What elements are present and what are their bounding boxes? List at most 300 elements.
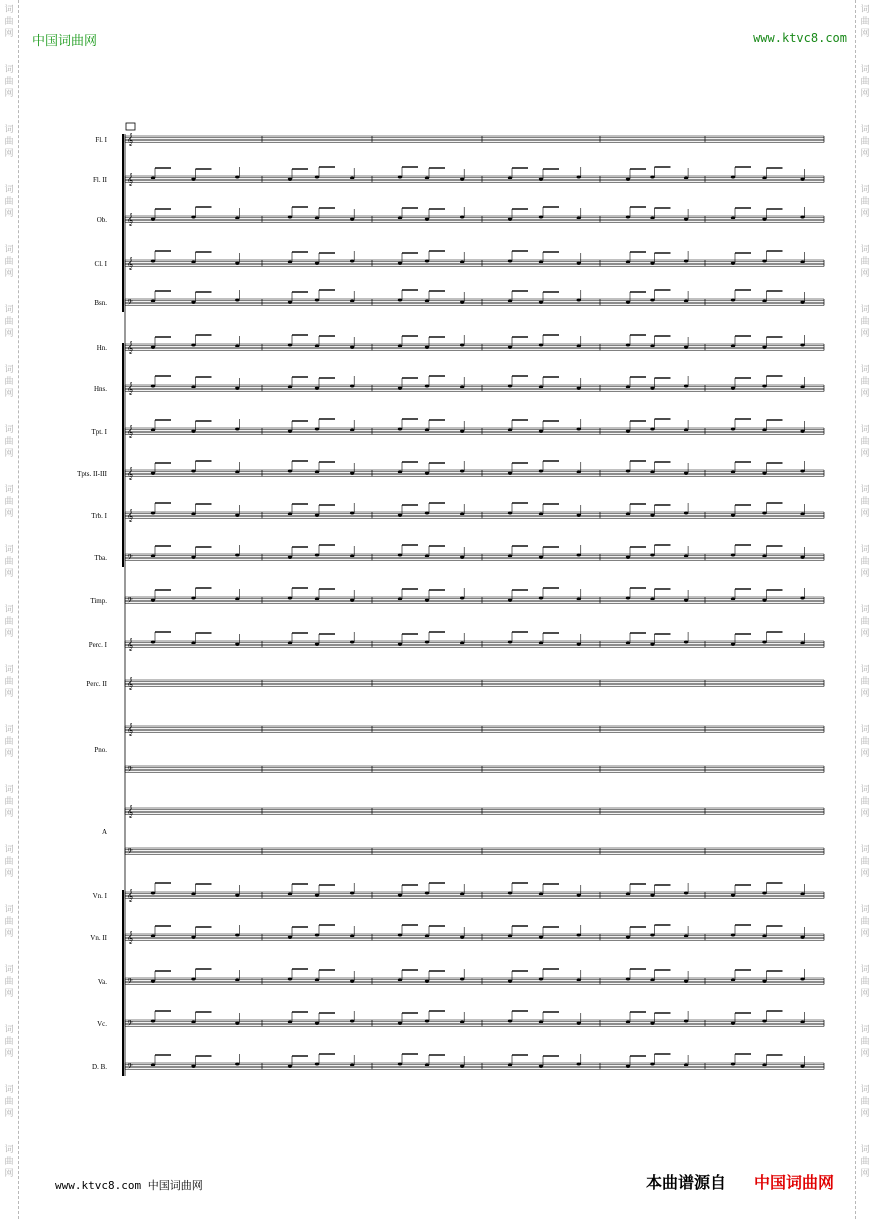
watermark-text: 词曲网 [4, 665, 14, 699]
note-head [350, 892, 354, 895]
watermark-text: 词曲网 [4, 1085, 14, 1119]
note-head [508, 346, 512, 349]
note-head [315, 554, 319, 557]
note-head [731, 176, 735, 179]
note-head [762, 641, 766, 644]
note-head [235, 387, 239, 390]
note-head [398, 554, 402, 557]
note-head [731, 428, 735, 431]
watermark-text: 词曲网 [860, 425, 870, 459]
note-head [800, 344, 804, 347]
note-head [684, 512, 688, 515]
note-head [460, 178, 464, 181]
staff [125, 1011, 824, 1030]
note-head [235, 1022, 239, 1025]
note-head [508, 512, 512, 515]
note-head [684, 472, 688, 475]
note-head [800, 1065, 804, 1068]
watermark-text: 词曲网 [4, 1145, 14, 1179]
note-head [539, 936, 543, 939]
note-head [460, 261, 464, 264]
note-head [577, 514, 581, 517]
note-head [508, 177, 512, 180]
instrument-label: Hns. [93, 385, 107, 393]
note-head [460, 430, 464, 433]
watermark-text: 词曲网 [4, 5, 14, 39]
watermark-text: 词曲网 [860, 1025, 870, 1059]
note-head [235, 894, 239, 897]
note-head [731, 643, 735, 646]
note-head [350, 218, 354, 221]
note-head [800, 978, 804, 981]
note-head [508, 599, 512, 602]
note-head [288, 642, 292, 645]
note-head [684, 177, 688, 180]
note-head [626, 978, 630, 981]
note-head [350, 512, 354, 515]
note-head [350, 1020, 354, 1023]
watermark-text: 词曲网 [860, 785, 870, 819]
note-head [800, 1021, 804, 1024]
note-head [731, 262, 735, 265]
note-head [762, 177, 766, 180]
note-head [235, 598, 239, 601]
staff [125, 376, 824, 395]
note-head [731, 894, 735, 897]
note-head [315, 1022, 319, 1025]
note-head [235, 176, 239, 179]
staff [125, 419, 824, 438]
note-head [425, 177, 429, 180]
treble-clef-icon: 𝄞 [127, 382, 134, 395]
note-head [151, 346, 155, 349]
note-head [398, 176, 402, 179]
instrument-label: Perc. II [86, 680, 107, 688]
note-head [191, 1021, 195, 1024]
note-head [460, 936, 464, 939]
note-head [288, 470, 292, 473]
note-head [539, 344, 543, 347]
treble-clef-icon: 𝄞 [127, 723, 134, 736]
note-head [460, 216, 464, 219]
bass-clef-icon: 𝄢 [127, 766, 133, 776]
note-head [398, 514, 402, 517]
note-head [315, 934, 319, 937]
staff [125, 335, 824, 354]
note-head [539, 470, 543, 473]
note-head [577, 471, 581, 474]
note-head [398, 262, 402, 265]
note-head [315, 471, 319, 474]
note-head [398, 934, 402, 937]
staff [125, 765, 824, 776]
note-head [425, 1064, 429, 1067]
note-head [508, 980, 512, 983]
note-head [315, 1063, 319, 1066]
note-head [762, 300, 766, 303]
watermark-text: 词曲网 [860, 965, 870, 999]
watermark-text: 词曲网 [860, 125, 870, 159]
staff [125, 290, 824, 309]
note-head [508, 1064, 512, 1067]
note-head [350, 260, 354, 263]
note-head [398, 598, 402, 601]
note-head [235, 428, 239, 431]
note-head [315, 176, 319, 179]
note-head [577, 1063, 581, 1066]
note-head [191, 178, 195, 181]
treble-clef-icon: 𝄞 [127, 425, 134, 438]
treble-clef-icon: 𝄞 [127, 677, 134, 690]
note-head [650, 1063, 654, 1066]
note-head [684, 260, 688, 263]
note-head [398, 471, 402, 474]
note-head [762, 218, 766, 221]
note-head [508, 555, 512, 558]
note-head [800, 301, 804, 304]
watermark-text: 词曲网 [4, 725, 14, 759]
note-head [800, 936, 804, 939]
note-head [191, 513, 195, 516]
treble-clef-icon: 𝄞 [127, 509, 134, 522]
note-head [626, 1065, 630, 1068]
note-head [151, 218, 155, 221]
note-head [684, 218, 688, 221]
note-head [508, 385, 512, 388]
watermark-text: 词曲网 [4, 785, 14, 819]
note-head [235, 934, 239, 937]
note-head [539, 556, 543, 559]
note-head [235, 299, 239, 302]
treble-clef-icon: 𝄞 [127, 931, 134, 944]
staff [125, 677, 824, 690]
bass-clef-icon: 𝄢 [127, 1063, 133, 1073]
note-head [350, 935, 354, 938]
instrument-label: D. B. [92, 1063, 107, 1071]
note-head [800, 216, 804, 219]
instrument-label: Pno. [94, 746, 107, 754]
note-head [315, 387, 319, 390]
note-head [191, 470, 195, 473]
note-head [539, 301, 543, 304]
note-head [235, 514, 239, 517]
note-head [288, 978, 292, 981]
note-head [151, 980, 155, 983]
watermark-text: 词曲网 [860, 1145, 870, 1179]
note-head [626, 642, 630, 645]
note-head [650, 514, 654, 517]
note-head [684, 980, 688, 983]
note-head [191, 301, 195, 304]
note-head [460, 301, 464, 304]
note-head [650, 428, 654, 431]
note-head [460, 893, 464, 896]
note-head [460, 344, 464, 347]
instrument-label: Vc. [97, 1020, 107, 1028]
note-head [577, 979, 581, 982]
note-head [191, 430, 195, 433]
watermark-text: 词曲网 [860, 305, 870, 339]
instrument-label: Perc. I [88, 641, 107, 649]
note-head [191, 642, 195, 645]
note-head [762, 260, 766, 263]
note-head [800, 386, 804, 389]
note-head [626, 470, 630, 473]
note-head [425, 892, 429, 895]
note-head [626, 597, 630, 600]
staff [125, 969, 824, 988]
watermark-text: 词曲网 [860, 1085, 870, 1119]
note-head [398, 643, 402, 646]
treble-clef-icon: 𝄞 [127, 467, 134, 480]
note-head [684, 346, 688, 349]
note-head [539, 978, 543, 981]
note-head [425, 385, 429, 388]
note-head [684, 1064, 688, 1067]
note-head [235, 979, 239, 982]
note-head [731, 514, 735, 517]
note-head [315, 643, 319, 646]
staff [125, 133, 824, 146]
note-head [288, 597, 292, 600]
watermark-text: 词曲网 [4, 365, 14, 399]
note-head [684, 935, 688, 938]
note-head [425, 1020, 429, 1023]
instrument-label: Ob. [96, 216, 107, 224]
footer-brand[interactable]: 中国词曲网 [754, 1173, 835, 1192]
note-head [626, 430, 630, 433]
note-head [577, 176, 581, 179]
note-head [235, 217, 239, 220]
instrument-label: Bsn. [94, 299, 107, 307]
note-head [800, 513, 804, 516]
note-head [539, 178, 543, 181]
staff [125, 723, 824, 736]
note-head [539, 1065, 543, 1068]
note-head [315, 345, 319, 348]
note-head [577, 554, 581, 557]
note-head [425, 641, 429, 644]
note-head [577, 262, 581, 265]
note-head [191, 1065, 195, 1068]
note-head [762, 512, 766, 515]
note-head [762, 980, 766, 983]
watermark-text: 词曲网 [4, 125, 14, 159]
note-head [539, 430, 543, 433]
note-head [650, 176, 654, 179]
note-head [577, 299, 581, 302]
note-head [731, 217, 735, 220]
note-head [191, 386, 195, 389]
note-head [650, 387, 654, 390]
note-head [398, 1022, 402, 1025]
note-head [626, 344, 630, 347]
note-head [350, 599, 354, 602]
note-head [650, 1022, 654, 1025]
staff [125, 883, 824, 902]
note-head [577, 1022, 581, 1025]
note-head [425, 300, 429, 303]
treble-clef-icon: 𝄞 [127, 213, 134, 226]
note-head [650, 262, 654, 265]
watermark-text: 词曲网 [4, 845, 14, 879]
note-head [288, 556, 292, 559]
watermark-text: 词曲网 [860, 845, 870, 879]
staff [125, 925, 824, 944]
bass-clef-icon: 𝄢 [127, 978, 133, 988]
note-head [650, 979, 654, 982]
staff [125, 461, 824, 480]
note-head [460, 978, 464, 981]
note-head [398, 894, 402, 897]
note-head [762, 892, 766, 895]
note-head [288, 430, 292, 433]
note-head [235, 643, 239, 646]
note-head [350, 472, 354, 475]
watermark-text: 词曲网 [4, 485, 14, 519]
note-head [650, 934, 654, 937]
note-head [151, 1020, 155, 1023]
footer-site-link[interactable]: www.ktvc8.com 中国词曲网 [55, 1179, 203, 1192]
note-head [508, 260, 512, 263]
note-head [539, 261, 543, 264]
note-head [151, 512, 155, 515]
note-head [650, 643, 654, 646]
note-head [650, 345, 654, 348]
note-head [800, 597, 804, 600]
note-head [508, 429, 512, 432]
instrument-label: Cl. I [94, 260, 107, 268]
note-head [577, 387, 581, 390]
staff [125, 207, 824, 226]
note-head [315, 217, 319, 220]
note-head [762, 555, 766, 558]
staff [125, 632, 824, 651]
note-head [315, 979, 319, 982]
note-head [508, 892, 512, 895]
note-head [626, 513, 630, 516]
note-head [626, 556, 630, 559]
staff [125, 805, 824, 818]
watermark-text: 词曲网 [4, 305, 14, 339]
note-head [191, 978, 195, 981]
note-head [626, 301, 630, 304]
watermark-text: 词曲网 [860, 365, 870, 399]
note-head [508, 641, 512, 644]
note-head [731, 345, 735, 348]
note-head [650, 894, 654, 897]
note-head [731, 598, 735, 601]
note-head [731, 934, 735, 937]
note-head [684, 641, 688, 644]
note-head [539, 597, 543, 600]
note-head [460, 642, 464, 645]
watermark-text: 词曲网 [860, 605, 870, 639]
note-head [235, 1063, 239, 1066]
note-head [539, 1021, 543, 1024]
note-head [684, 892, 688, 895]
note-head [800, 893, 804, 896]
note-head [398, 428, 402, 431]
note-head [508, 300, 512, 303]
watermark-text: 词曲网 [860, 185, 870, 219]
note-head [731, 1022, 735, 1025]
note-head [539, 513, 543, 516]
staff [125, 847, 824, 858]
staff [125, 251, 824, 270]
note-head [151, 641, 155, 644]
note-head [151, 1064, 155, 1067]
note-head [684, 1020, 688, 1023]
instrument-label: Tpts. II-III [77, 470, 107, 478]
note-head [460, 1021, 464, 1024]
site-name-header[interactable]: 中国词曲网 [32, 34, 98, 49]
note-head [650, 471, 654, 474]
note-head [460, 470, 464, 473]
instrument-label: A [101, 828, 107, 836]
treble-clef-icon: 𝄞 [127, 133, 134, 146]
note-head [539, 386, 543, 389]
note-head [762, 472, 766, 475]
note-head [288, 936, 292, 939]
note-head [350, 641, 354, 644]
note-head [191, 261, 195, 264]
note-head [398, 217, 402, 220]
note-head [539, 216, 543, 219]
note-head [508, 218, 512, 221]
note-head [684, 599, 688, 602]
instrument-label: Hn. [96, 344, 107, 352]
note-head [398, 387, 402, 390]
staff [125, 588, 824, 607]
note-head [315, 428, 319, 431]
note-head [288, 893, 292, 896]
instrument-label: Trb. I [91, 512, 107, 520]
note-head [508, 935, 512, 938]
note-head [762, 1064, 766, 1067]
site-url-header[interactable]: www.ktvc8.com [753, 31, 847, 45]
note-head [288, 386, 292, 389]
note-head [151, 429, 155, 432]
staff [125, 1054, 824, 1073]
note-head [460, 1065, 464, 1068]
note-head [762, 599, 766, 602]
note-head [800, 261, 804, 264]
note-head [650, 217, 654, 220]
note-head [762, 429, 766, 432]
watermark-text: 词曲网 [4, 545, 14, 579]
instrument-label: Tba. [94, 554, 107, 562]
watermark-text: 词曲网 [4, 425, 14, 459]
note-head [350, 300, 354, 303]
note-head [398, 345, 402, 348]
note-head [577, 428, 581, 431]
note-head [762, 346, 766, 349]
note-head [762, 935, 766, 938]
note-head [398, 299, 402, 302]
note-head [350, 385, 354, 388]
instrument-label: Vn. II [90, 934, 107, 942]
note-head [288, 1065, 292, 1068]
note-head [350, 177, 354, 180]
note-head [398, 1063, 402, 1066]
note-head [577, 345, 581, 348]
note-head [800, 556, 804, 559]
note-head [235, 262, 239, 265]
note-head [577, 598, 581, 601]
note-head [650, 598, 654, 601]
note-head [539, 893, 543, 896]
